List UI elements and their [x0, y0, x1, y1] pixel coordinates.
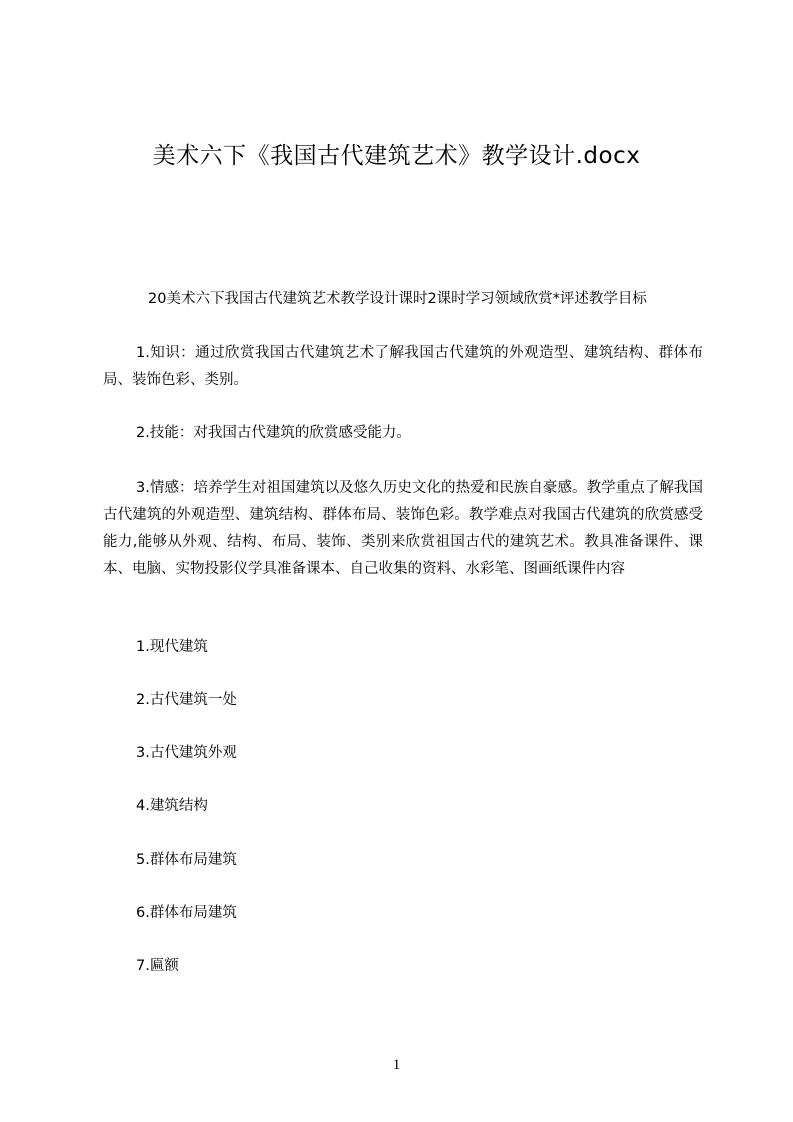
list-item: 6.群体布局建筑 [136, 905, 237, 921]
document-title: 美术六下《我国古代建筑艺术》教学设计.docx [152, 143, 641, 169]
knowledge-objective-paragraph: 1.知识：通过欣赏我国古代建筑艺术了解我国古代建筑的外观造型、建筑结构、群体布局、装饰色彩、类别。 [103, 345, 703, 388]
list-item: 5.群体布局建筑 [136, 852, 237, 868]
list-item: 7.匾额 [136, 958, 179, 974]
emotion-objective-paragraph: 3.情感：培养学生对祖国建筑以及悠久历史文化的热爱和民族自豪感。教学重点了解我国古代建筑的外观造型、建筑结构、群体布局、装饰色彩。教学难点对我国古代建筑的欣赏感受能力,能够从外观、结构、布局、装饰、类别来欣赏祖国古代的建筑艺术。教具准备课件、课本、电脑、实物投影仪学具准备课本、自己收集的资料、水彩笔、图画纸课件内容 [103, 480, 703, 577]
lesson-info-paragraph: 20美术六下我国古代建筑艺术教学设计课时2课时学习领域欣赏*评述教学目标 [148, 291, 647, 307]
list-item: 4.建筑结构 [136, 798, 208, 814]
skill-objective-paragraph: 2.技能：对我国古代建筑的欣赏感受能力。 [136, 425, 411, 441]
list-item: 3.古代建筑外观 [136, 745, 237, 761]
page-number: 1 [392, 1057, 401, 1073]
list-item: 2.古代建筑一处 [136, 692, 237, 708]
list-item: 1.现代建筑 [136, 639, 208, 655]
